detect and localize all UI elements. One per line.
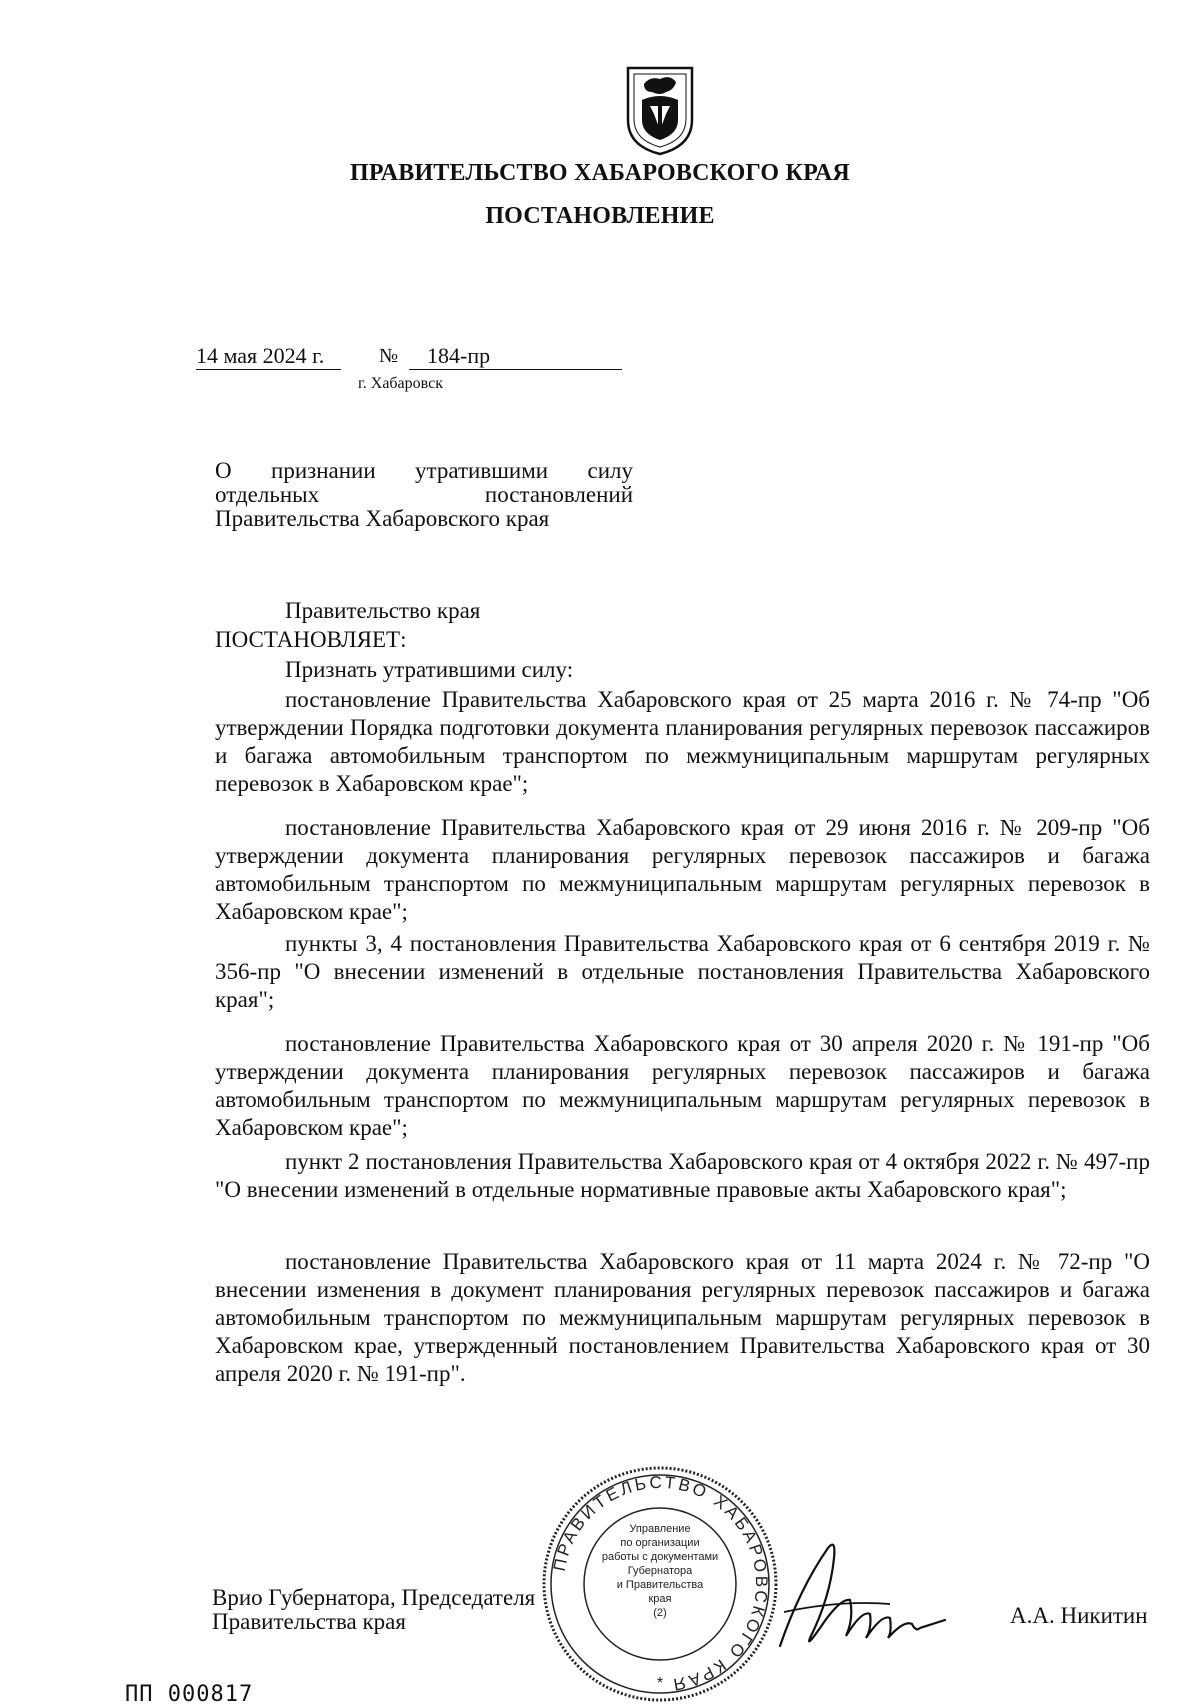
- intro-line: Правительство края: [285, 598, 481, 623]
- void-item-text: постановление Правительства Хабаровского края от 30 апреля 2020 г. № 191-пр "Об утверждении документа планирования регулярных перевозок пассажиров и багажа автомобильным транспортом по межмуниципальным маршрутам регулярных перевозок в Хабаровском крае";: [215, 1031, 1150, 1140]
- position-line: Врио Губернатора, Председателя: [212, 1585, 536, 1610]
- seal-center-line: (2): [653, 1607, 667, 1619]
- subject-line: Правительства Хабаровского края: [215, 506, 550, 531]
- list-item: [215, 686, 1150, 798]
- list-item: [215, 814, 1150, 926]
- document-date: 14 мая 2024 г.: [196, 343, 341, 370]
- registration-number: ПП 000817: [125, 1682, 254, 1707]
- subject-word: постановлений: [484, 482, 633, 507]
- void-item-text: постановление Правительства Хабаровского края от 25 марта 2016 г. № 74-пр "Об утверждении Порядка подготовки документа планирования регулярных перевозок пассажиров и багажа автомобильным транспортом по межмуниципальным маршрутам регулярных перевозок в Хабаровском крае";: [215, 687, 1150, 796]
- intro-decree: [215, 626, 1150, 654]
- list-item: [215, 930, 1150, 1014]
- document-type: ПОСТАНОВЛЕНИЕ: [485, 203, 715, 229]
- intro-government: [215, 597, 1150, 625]
- seal-center-line: по организации: [620, 1537, 700, 1549]
- document-number: 184-пр: [409, 343, 622, 370]
- intro-line: ПОСТАНОВЛЯЕТ:: [215, 627, 407, 652]
- seal-center-line: и Правительства: [616, 1579, 704, 1591]
- subject-line: О признании утратившими силу: [215, 458, 633, 483]
- handwritten-signature-icon: [770, 1528, 950, 1668]
- svg-text:*: *: [656, 1675, 664, 1692]
- void-item-text: постановление Правительства Хабаровского края от 29 июня 2016 г. № 209-пр "Об утверждении документа планирования регулярных перевозок пассажиров и багажа автомобильным транспортом по межмуниципальным маршрутам регулярных перевозок в Хабаровском крае";: [215, 815, 1150, 924]
- seal-center-line: Управление: [629, 1523, 691, 1535]
- subject-line: [215, 483, 633, 507]
- seal-center-line: края: [648, 1593, 672, 1605]
- city: г. Хабаровск: [358, 375, 443, 392]
- void-item-text: пункты 3, 4 постановления Правительства Хабаровского края от 6 сентября 2019 г. № 356-пр "О внесении изменений в отдельные постановления Правительства Хабаровского края";: [215, 931, 1150, 1012]
- coat-of-arms-icon: [620, 62, 700, 158]
- document-subject: [215, 459, 633, 531]
- signatory-position: [212, 1586, 535, 1634]
- official-seal-icon: [540, 1462, 780, 1707]
- void-item-text: пункт 2 постановления Правительства Хабаровского края от 4 октября 2022 г. № 497-пр "О внесении изменений в отдельные нормативные правовые акты Хабаровского края";: [215, 1149, 1150, 1202]
- list-item: [215, 1030, 1150, 1142]
- date-number-row: [196, 343, 636, 371]
- list-item: [215, 1148, 1150, 1204]
- intro-line: Признать утратившими силу:: [285, 657, 574, 682]
- government-title: ПРАВИТЕЛЬСТВО ХАБАРОВСКОГО КРАЯ: [350, 160, 850, 186]
- signatory-name: А.А. Никитин: [1010, 1603, 1148, 1628]
- intro-void: [215, 656, 1150, 684]
- seal-center-line: работы с документами: [601, 1551, 719, 1563]
- seal-center-line: Губернатора: [627, 1565, 693, 1577]
- subject-word: отдельных: [215, 482, 320, 507]
- seal-ring-text: ПРАВИТЕЛЬСТВО ХАБАРОВСКОГО КРАЯ: [549, 1472, 772, 1695]
- list-item: [215, 1248, 1150, 1388]
- number-sign: №: [379, 345, 399, 367]
- void-item-text: постановление Правительства Хабаровского края от 11 марта 2024 г. № 72-пр "О внесении изменения в документ планирования регулярных перевозок пассажиров и багажа автомобильным транспортом по межмуниципальным маршрутам регулярных перевозок в Хабаровском крае, утвержденный постановлением Правительства Хабаровского края от 30 апреля 2020 г. № 191-пр".: [215, 1249, 1150, 1386]
- position-line: Правительства края: [212, 1609, 406, 1634]
